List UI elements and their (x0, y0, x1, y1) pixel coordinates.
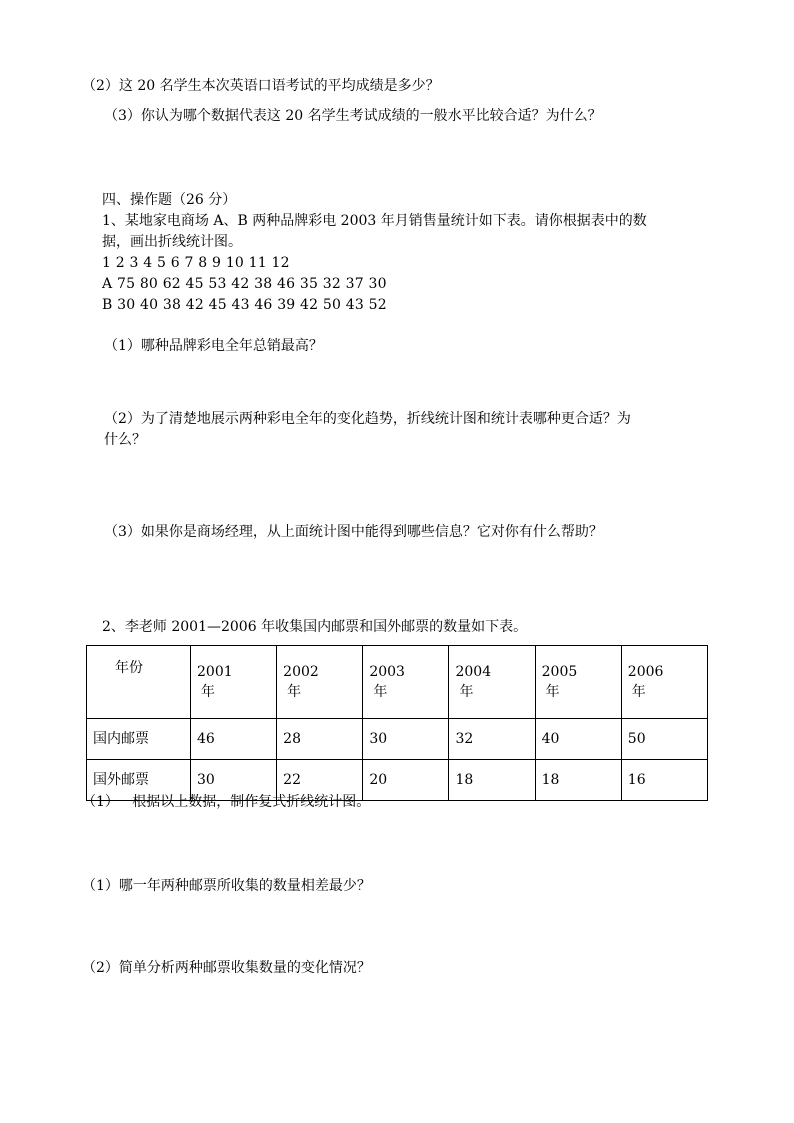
year-number: 2003 (369, 664, 405, 680)
year-cell-2002 (277, 646, 363, 719)
problem-1-question-1: （1）哪种品牌彩电全年总销最高？ (104, 338, 323, 354)
year-unit: 年 (631, 684, 646, 700)
row-label: 国内邮票 (87, 719, 191, 760)
problem-1-intro-line-1: 1、某地家电商场 A、B 两种品牌彩电 2003 年月销售量统计如下表。请你根据表中的数 (102, 213, 647, 229)
year-unit: 年 (201, 684, 215, 700)
year-number: 2006 (627, 664, 664, 680)
stamp-collection-table (86, 645, 708, 801)
table-header-row (87, 646, 708, 719)
year-cell-2004 (449, 646, 535, 719)
year-cell-2003 (363, 646, 449, 719)
months-row: 1 2 3 4 5 6 7 8 9 10 11 12 (102, 255, 290, 271)
table-cell: 50 (621, 719, 707, 760)
table-cell: 46 (191, 719, 277, 760)
problem-1-question-2-line-2: 什么？ (104, 432, 146, 448)
problem-1-question-2-line-1: （2）为了清楚地展示两种彩电全年的变化趋势，折线统计图和统计表哪种更合适？为 (104, 411, 631, 427)
year-unit: 年 (459, 684, 474, 700)
table-cell: 22 (277, 760, 363, 801)
year-cell-2005 (535, 646, 621, 719)
year-number: 2001 (197, 664, 233, 680)
table-cell: 28 (277, 719, 363, 760)
problem-1-intro-line-2: 据，画出折线统计图。 (102, 234, 242, 250)
problem-2-intro: 2、李老师 2001—2006 年收集国内邮票和国外邮票的数量如下表。 (102, 619, 528, 635)
problem-2-question-1: （1）哪一年两种邮票所收集的数量相差最少？ (82, 878, 371, 894)
table-cell: 20 (363, 760, 449, 801)
year-number: 2004 (455, 664, 492, 680)
year-unit: 年 (287, 684, 302, 700)
section-heading-operations: 四、操作题（26 分） (102, 192, 237, 208)
year-unit: 年 (373, 684, 388, 700)
problem-2-question-2: （2）简单分析两种邮票收集数量的变化情况？ (82, 960, 371, 976)
table-cell: 30 (363, 719, 449, 760)
problem-1-question-3: （3）如果你是商场经理，从上面统计图中能得到哪些信息？它对你有什么帮助？ (104, 524, 603, 540)
table-cell: 16 (621, 760, 707, 801)
year-cell-2001 (191, 646, 277, 719)
year-unit: 年 (545, 684, 560, 700)
year-cell-2006 (621, 646, 707, 719)
table-cell: 32 (449, 719, 535, 760)
table-row-domestic (87, 719, 708, 760)
year-number: 2005 (541, 664, 578, 680)
table-cell: 18 (449, 760, 535, 801)
brand-a-sales-row: A 75 80 62 45 53 42 38 46 35 32 37 30 (102, 276, 387, 292)
table-cell: 18 (535, 760, 621, 801)
question-2-average-score: （2）这 20 名学生本次英语口语考试的平均成绩是多少？ (82, 78, 440, 94)
table-cell: 30 (191, 760, 277, 801)
header-year-label: 年份 (87, 646, 191, 719)
brand-b-sales-row: B 30 40 38 42 45 43 46 39 42 50 43 52 (102, 297, 387, 313)
problem-2-task: （1） 根据以上数据，制作复式折线统计图。 (82, 794, 371, 810)
table-cell: 40 (535, 719, 621, 760)
year-number: 2002 (283, 664, 319, 680)
row-label: 国外邮票 (87, 760, 191, 801)
question-3-representative-data: （3）你认为哪个数据代表这 20 名学生考试成绩的一般水平比较合适？为什么？ (104, 108, 602, 124)
